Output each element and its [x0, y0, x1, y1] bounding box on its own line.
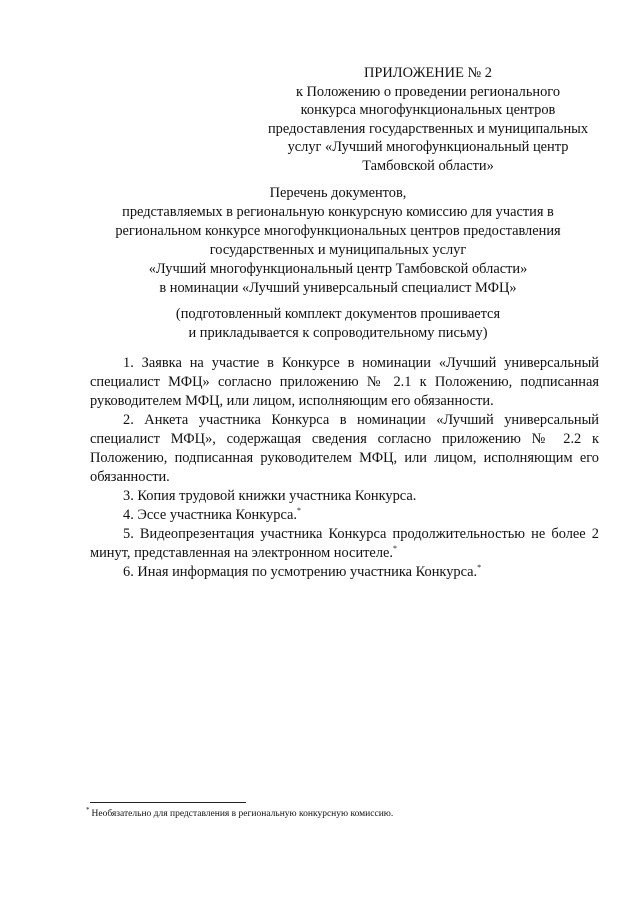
- footnote-mark: *: [297, 506, 301, 516]
- appendix-line: предоставления государственных и муниципальных: [267, 120, 589, 137]
- list-item: [90, 506, 599, 525]
- footnote-mark: *: [477, 563, 482, 573]
- heading-line: «Лучший многофункциональный центр Тамбовской области»: [148, 261, 528, 277]
- footnote-mark: *: [392, 544, 397, 554]
- footnote-mark: *: [86, 805, 90, 814]
- heading-line: региональном конкурсе многофункциональных центров предоставления: [115, 223, 561, 239]
- assembly-note: [60, 305, 616, 343]
- appendix-header: [252, 64, 604, 175]
- appendix-line: услуг «Лучший многофункциональный центр: [287, 139, 569, 155]
- heading-line: Перечень документов,: [269, 185, 407, 201]
- note-line: и прикладывается к сопроводительному письму): [188, 325, 488, 341]
- note-line: (подготовленный комплект документов прошивается: [175, 306, 501, 322]
- heading-line: представляемых в региональную конкурсную комиссию для участия в: [122, 204, 554, 220]
- document-heading: [60, 184, 616, 298]
- list-item-text: 2. Анкета участника Конкурса в номинации «Лучший универсальный специалист МФЦ», содержащая сведения согласно приложению № 2.2 к Положению, подписанная руководителем МФЦ, или лицом, исполняющим его обязанности.: [90, 412, 599, 485]
- footnote: [86, 805, 586, 820]
- document-list: [90, 354, 599, 582]
- list-item: [90, 525, 599, 563]
- footnote-text: Необязательно для представления в региональную конкурсную комиссию.: [91, 809, 394, 819]
- heading-line: государственных и муниципальных услуг: [209, 242, 467, 258]
- list-item-text: 6. Иная информация по усмотрению участника Конкурса.: [123, 564, 478, 580]
- footnote-divider: [90, 802, 246, 803]
- list-item: [90, 487, 599, 506]
- list-item: [90, 563, 599, 582]
- appendix-line: Тамбовской области»: [362, 157, 494, 174]
- heading-line: в номинации «Лучший универсальный специалист МФЦ»: [159, 280, 517, 296]
- list-item-text: 1. Заявка на участие в Конкурсе в номинации «Лучший универсальный специалист МФЦ» согласно приложению № 2.1 к Положению, подписанная руководителем МФЦ, или лицом, исполняющим его обязанности.: [90, 355, 599, 409]
- list-item-text: 3. Копия трудовой книжки участника Конкурса.: [123, 488, 417, 504]
- list-item-text: 5. Видеопрезентация участника Конкурса продолжительностью не более 2 минут, представленная на электронном носителе.: [90, 526, 599, 561]
- list-item-text: 4. Эссе участника Конкурса.: [123, 507, 297, 523]
- appendix-line: к Положению о проведении регионального: [295, 83, 561, 100]
- appendix-line: конкурса многофункциональных центров: [300, 102, 556, 118]
- list-item: [90, 411, 599, 487]
- appendix-title: ПРИЛОЖЕНИЕ № 2: [364, 65, 492, 81]
- list-item: [90, 354, 599, 411]
